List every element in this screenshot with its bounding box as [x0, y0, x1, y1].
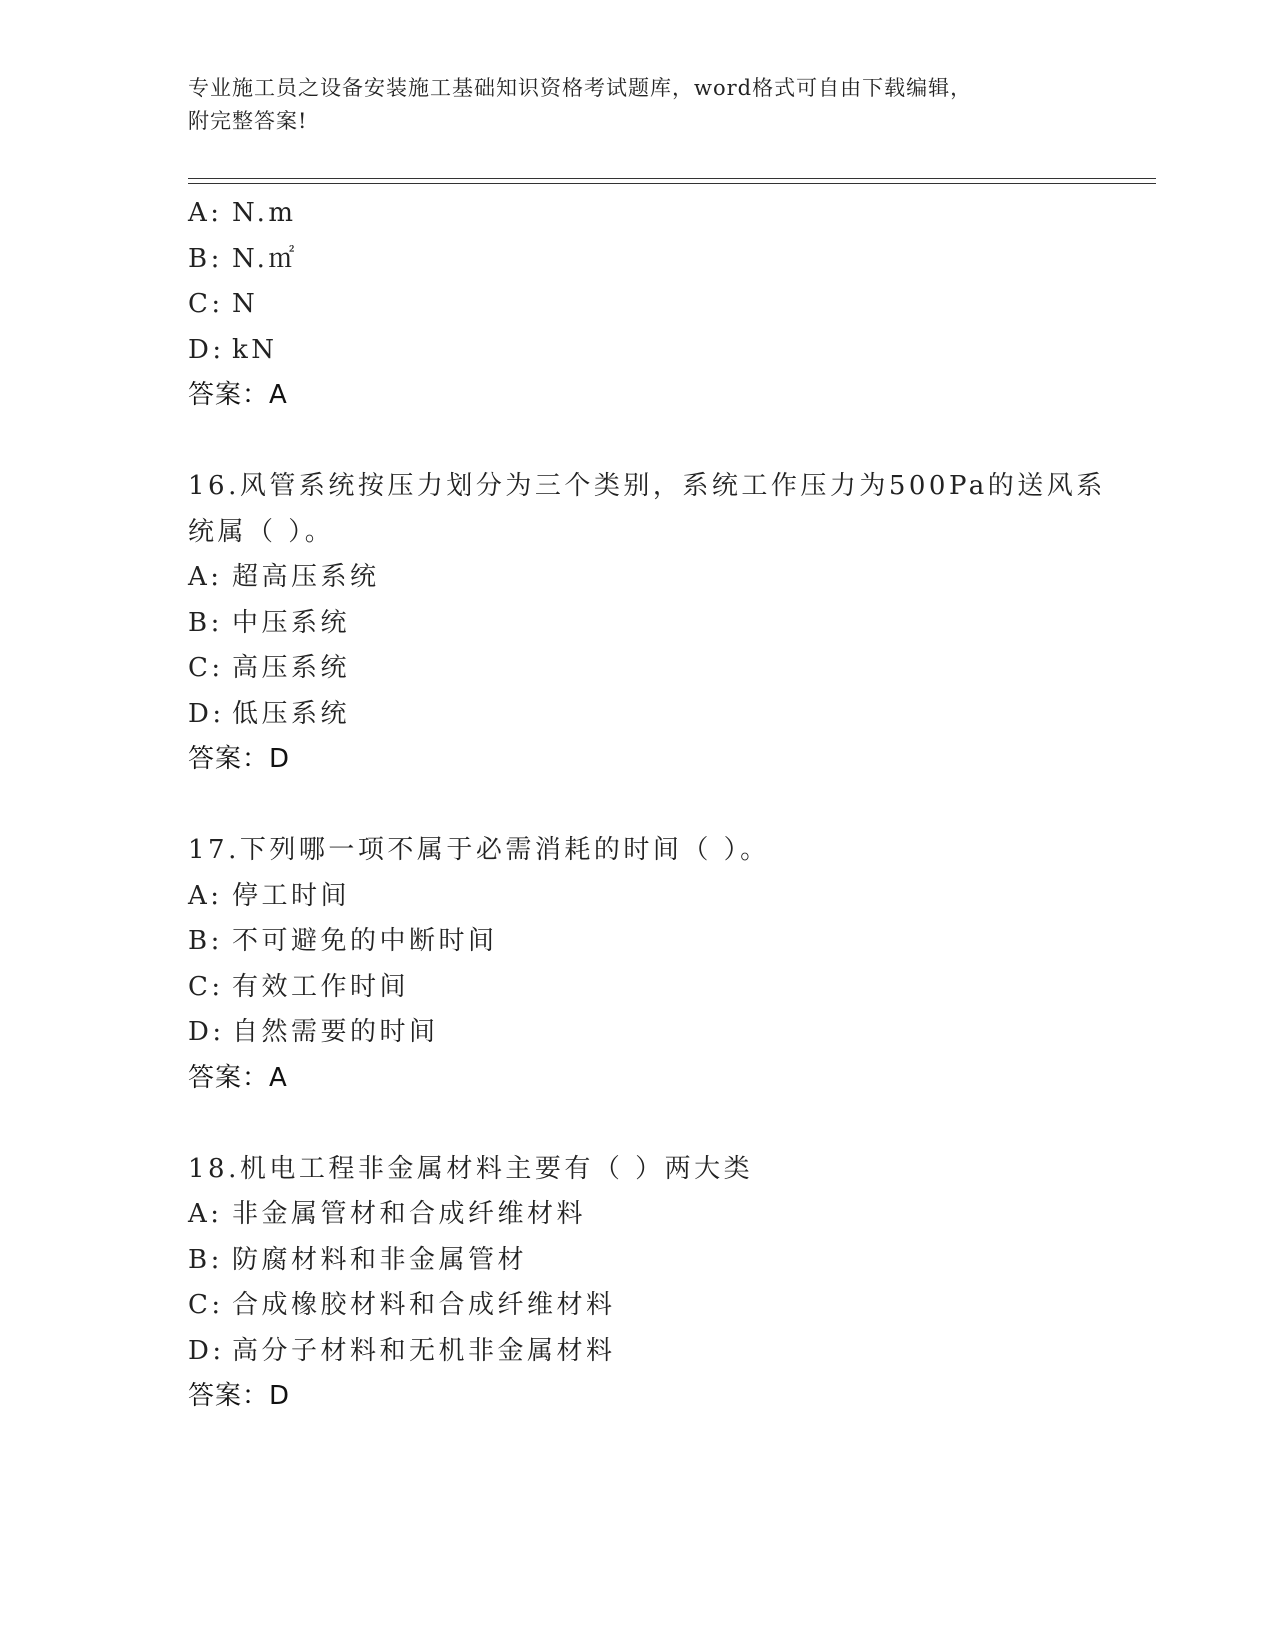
option-label: B:: [188, 926, 223, 956]
option-text: 合成橡胶材料和合成纤维材料: [232, 1290, 616, 1320]
option-text: 低压系统: [232, 698, 351, 729]
option-label: A:: [188, 198, 223, 228]
option-label: A:: [188, 880, 223, 911]
option-label: A:: [188, 1199, 223, 1229]
option-label: C:: [188, 289, 224, 319]
answer: 答案：A: [188, 380, 288, 410]
option-b: [188, 601, 1128, 647]
header-rule-top: [188, 178, 1156, 179]
page-header: [188, 72, 1088, 138]
option-label: D:: [188, 334, 225, 365]
option-d: [188, 1010, 1128, 1056]
header-line-2: 附完整答案!: [188, 109, 308, 133]
option-label: D:: [188, 1335, 225, 1366]
header-line-1: 专业施工员之设备安装施工基础知识资格考试题库，word格式可自由下载编辑，: [188, 76, 973, 100]
option-label: C:: [188, 971, 224, 1002]
answer: 答案：D: [188, 744, 291, 774]
answer: 答案：D: [188, 1381, 291, 1411]
question-list: [188, 191, 1128, 1420]
spacer: [188, 419, 1128, 465]
option-label: D:: [188, 698, 225, 729]
option-text: 非金属管材和合成纤维材料: [232, 1199, 587, 1229]
option-b: [188, 919, 1128, 965]
question-stem: 16.风管系统按压力划分为三个类别，系统工作压力为500Pa的送风系: [188, 471, 1106, 501]
option-a: [188, 191, 1128, 237]
option-text: N.㎡: [232, 243, 298, 274]
answer: 答案：A: [188, 1062, 288, 1093]
option-d: [188, 692, 1128, 738]
option-text: N.m: [232, 198, 297, 228]
question-stem: 17.下列哪一项不属于必需消耗的时间（ ）。: [188, 835, 770, 865]
option-text: N: [232, 289, 259, 319]
spacer: [188, 1101, 1128, 1147]
question-stem: 18.机电工程非金属材料主要有（ ）两大类: [188, 1153, 754, 1184]
option-text: 停工时间: [232, 880, 351, 911]
option-text: 有效工作时间: [232, 971, 410, 1002]
option-label: B:: [188, 1244, 223, 1275]
option-a: [188, 874, 1128, 920]
option-label: B:: [188, 243, 223, 274]
option-label: C:: [188, 653, 224, 683]
option-c: [188, 646, 1128, 692]
option-d: [188, 328, 1128, 374]
option-label: C:: [188, 1290, 224, 1320]
question-17: [188, 828, 1128, 1101]
question-16: [188, 464, 1128, 783]
option-text: 中压系统: [232, 607, 351, 638]
option-text: 高压系统: [232, 653, 351, 683]
question-18: [188, 1147, 1128, 1420]
option-c: [188, 282, 1128, 328]
option-text: 防腐材料和非金属管材: [232, 1244, 528, 1275]
option-b: [188, 1238, 1128, 1284]
option-b: [188, 237, 1128, 283]
option-text: 超高压系统: [232, 562, 380, 592]
question-stem-continued: 统属（ ）。: [188, 516, 335, 547]
spacer: [188, 783, 1128, 829]
question-15: [188, 191, 1128, 419]
option-a: [188, 555, 1128, 601]
option-a: [188, 1192, 1128, 1238]
option-text: 自然需要的时间: [232, 1017, 439, 1047]
header-rule-bottom: [188, 183, 1156, 184]
option-text: 不可避免的中断时间: [232, 926, 498, 956]
option-label: A:: [188, 562, 223, 592]
option-text: 高分子材料和无机非金属材料: [232, 1335, 616, 1366]
option-text: kN: [232, 334, 278, 365]
option-c: [188, 965, 1128, 1011]
option-d: [188, 1329, 1128, 1375]
option-label: B:: [188, 607, 223, 638]
option-c: [188, 1283, 1128, 1329]
option-label: D:: [188, 1017, 225, 1047]
